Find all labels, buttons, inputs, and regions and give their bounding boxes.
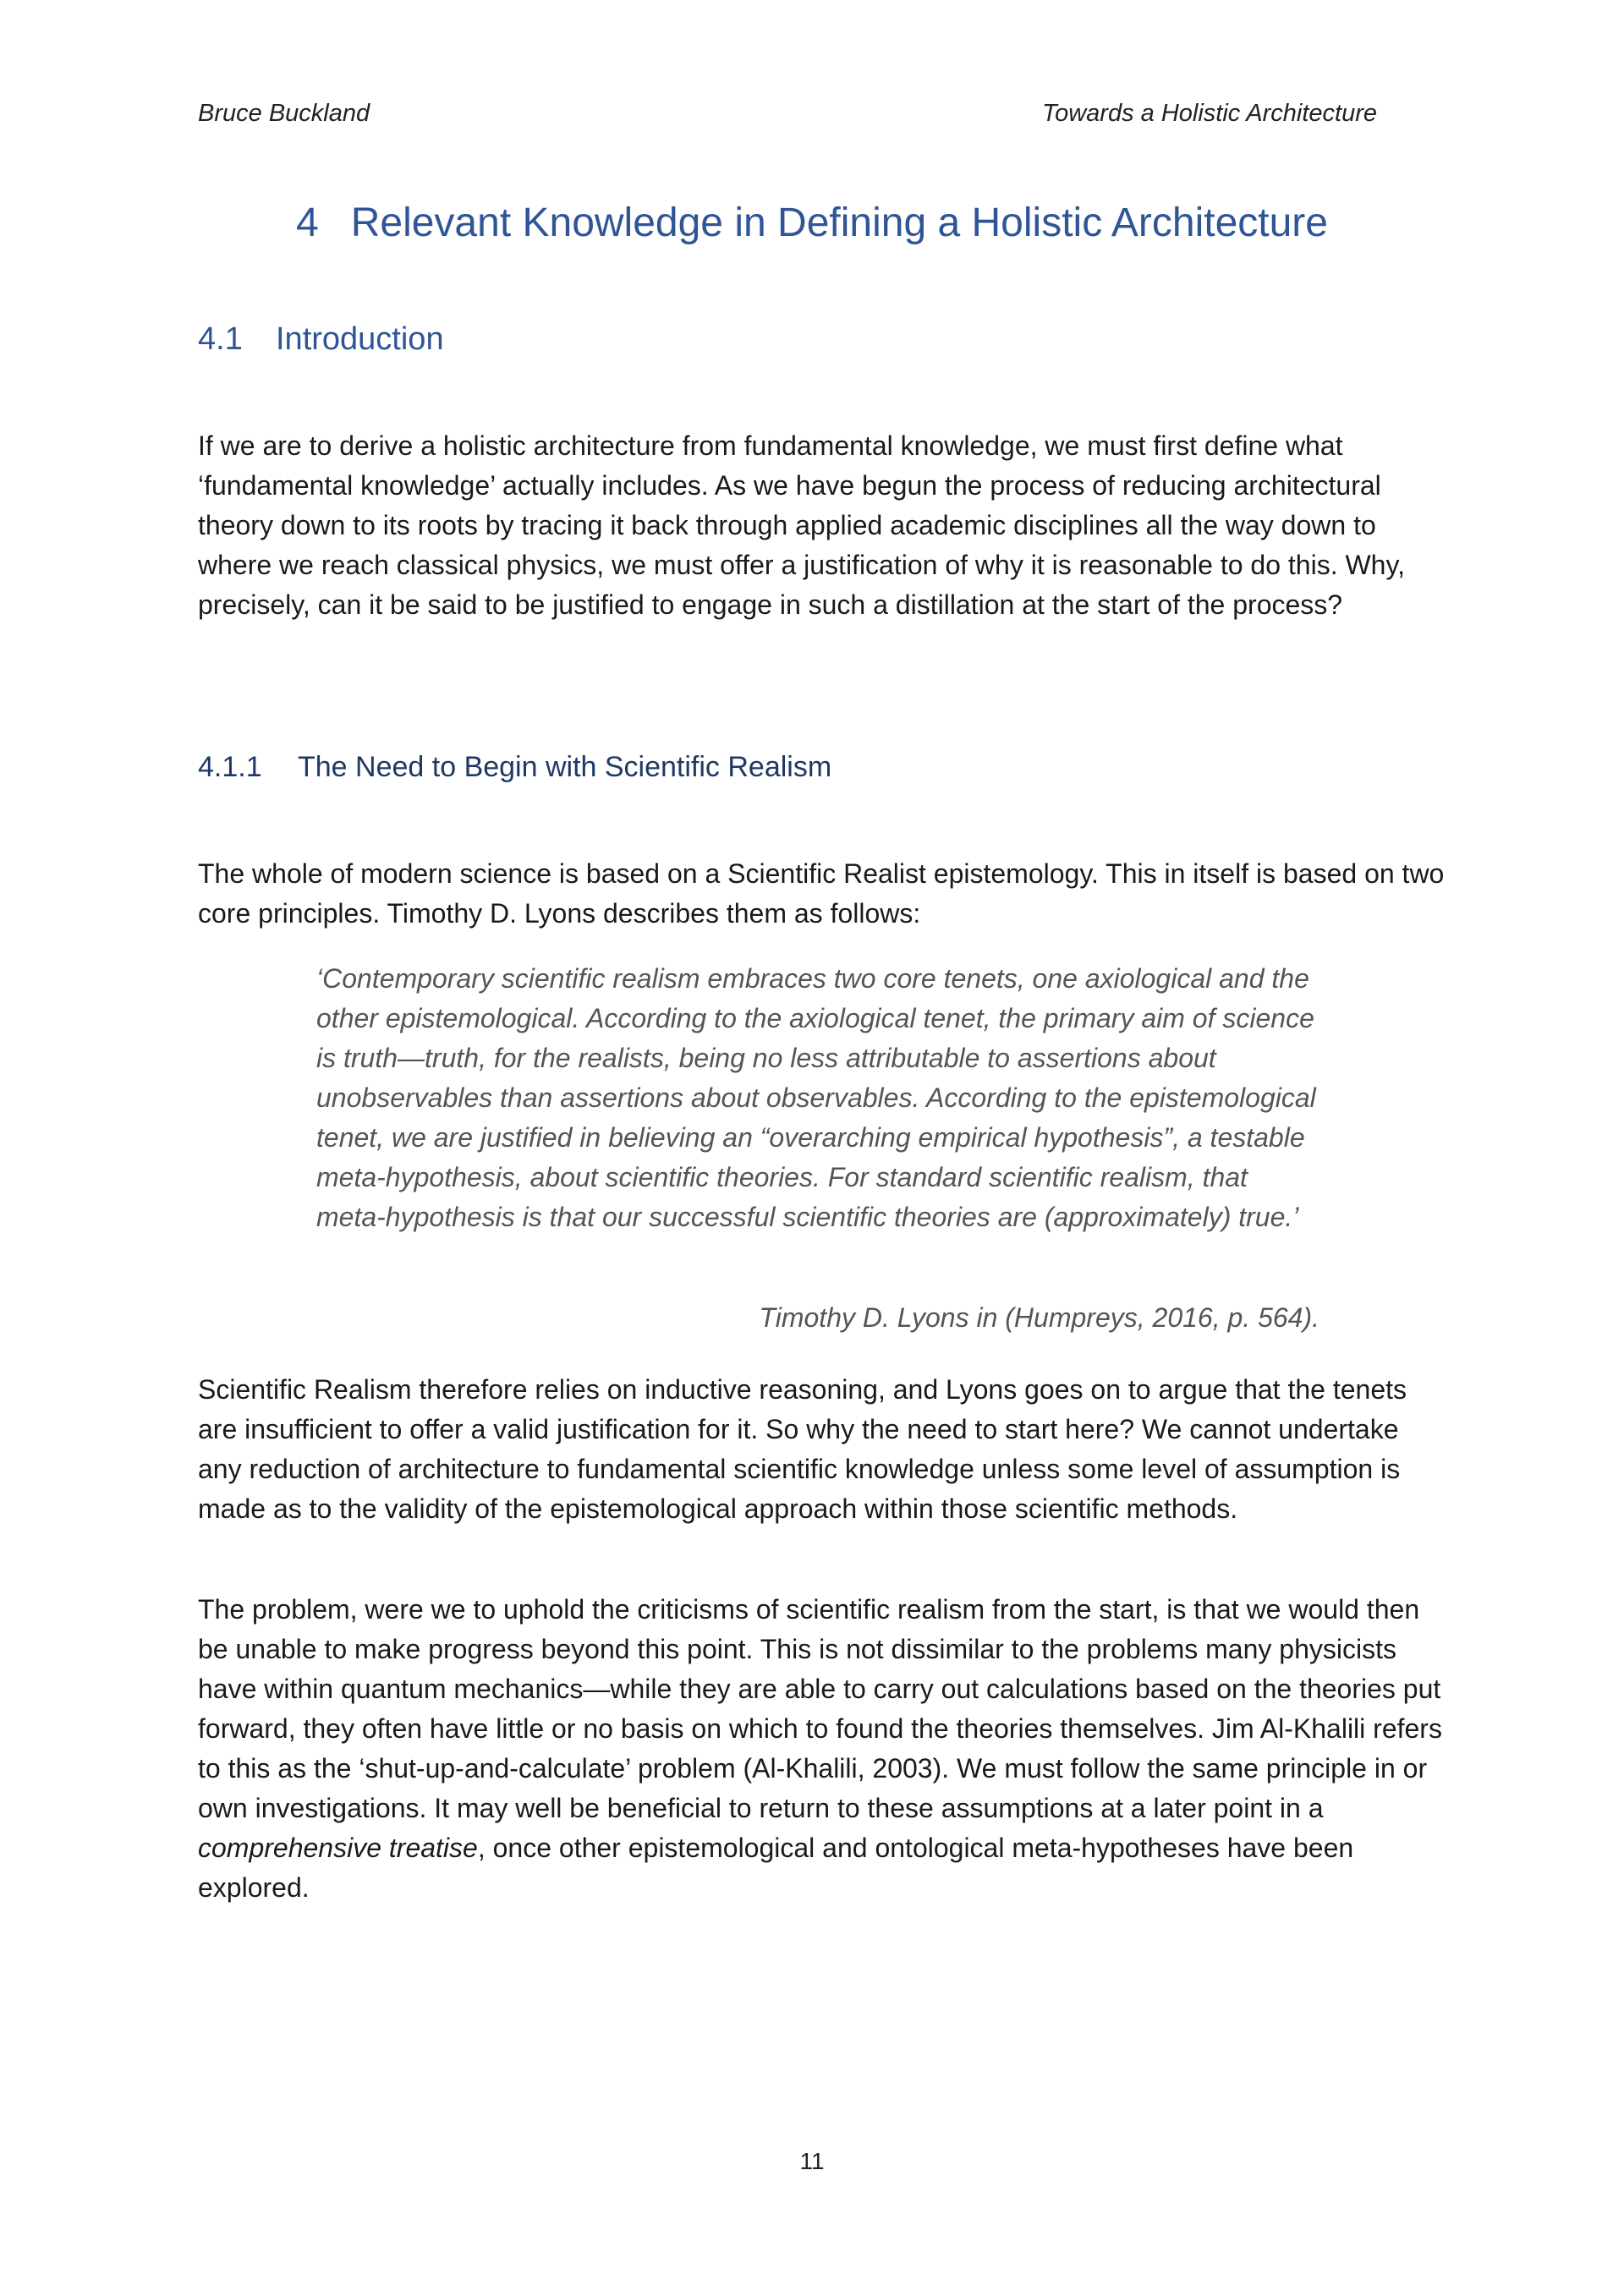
subsection-number: 4.1.1 xyxy=(198,751,262,783)
quote-citation: Timothy D. Lyons in (Humpreys, 2016, p. 564). xyxy=(759,1302,1320,1333)
section-heading xyxy=(198,321,444,358)
final-paragraph-text-1: The problem, were we to uphold the criticisms of scientific realism from the start, is that we would then be unable to make progress beyond this point. This is not dissimilar to the problems many physicists have within quantum mechanics—while they are able to carry out calculations based on the theories put forward, they often have little or no basis on which to found the theories themselves. Jim Al-Khalili refers to this as the ‘shut-up-and-calculate’ problem (Al-Khalili, 2003). We must follow the same principle in or own investigations. It may well be beneficial to return to these assumptions at a later point in a xyxy=(198,1594,1442,1823)
section-number: 4.1 xyxy=(198,321,243,357)
chapter-title: Relevant Knowledge in Defining a Holistic Architecture xyxy=(350,200,1328,245)
header-author: Bruce Buckland xyxy=(198,100,370,127)
chapter-number: 4 xyxy=(296,200,319,245)
header-title: Towards a Holistic Architecture xyxy=(1042,100,1377,127)
block-quote: ‘Contemporary scientific realism embraces two core tenets, one axiological and the other epistemological. According to the axiological tenet, the primary aim of science is truth—truth, for the realists, being no less attributable to assertions about unobservables than assertions about observables. According to the epistemological tenet, we are justified in believing an “overarching empirical hypothesis”, a testable meta-hypothesis, about scientific theories. For standard scientific realism, that meta-hypothesis is that our successful scientific theories are (approximately) true.’ xyxy=(316,963,1316,1232)
subsection-heading xyxy=(198,751,831,784)
running-header xyxy=(198,100,1377,134)
body-paragraph: Scientific Realism therefore relies on inductive reasoning, and Lyons goes on to argue that the tenets are insufficient to offer a valid justification for it. So why the need to start here? We cannot undertake any reduction of architecture to fundamental scientific knowledge unless some level of assumption is made as to the validity of the epistemological approach within those scientific methods. xyxy=(198,1374,1407,1524)
final-paragraph xyxy=(198,1590,1448,1908)
page-number: 11 xyxy=(799,2148,825,2174)
subsection-intro-paragraph: The whole of modern science is based on a Scientific Realist epistemology. This in itself is based on two core principles. Timothy D. Lyons describes them as follows: xyxy=(198,858,1445,929)
intro-paragraph: If we are to derive a holistic architecture from fundamental knowledge, we must first define what ‘fundamental knowledge’ actually includes. As we have begun the process of reducing architectural theory down to its roots by tracing it back through applied academic disciplines all the way down to where we reach classical physics, we must offer a justification of why it is reasonable to do this. Why, precisely, can it be said to be justified to engage in such a distillation at the start of the process? xyxy=(198,430,1405,620)
section-title: Introduction xyxy=(276,321,444,357)
final-paragraph-text-2: , once other epistemological and ontological meta-hypotheses have been explored. xyxy=(198,1833,1354,1903)
subsection-title: The Need to Begin with Scientific Realism xyxy=(298,751,832,783)
chapter-heading xyxy=(0,200,1624,246)
italic-emphasis: comprehensive treatise xyxy=(198,1833,478,1863)
